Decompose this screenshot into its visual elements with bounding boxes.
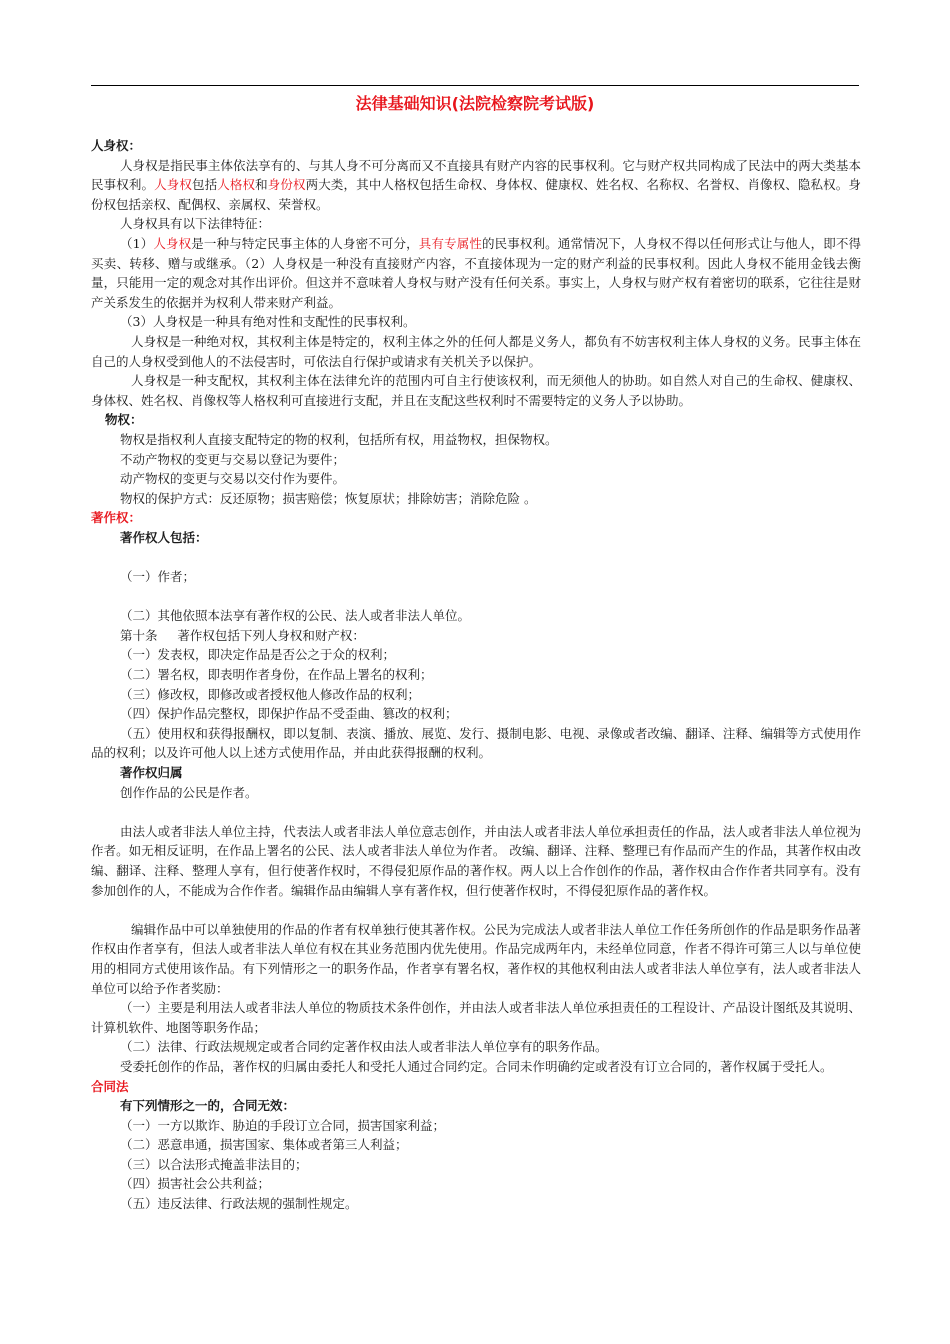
paragraph: 受委托创作的作品，著作权的归属由委托人和受托人通过合同约定。合同未作明确约定或者没有订立合同的，著作权属于受托人。 <box>120 1058 833 1074</box>
document-body <box>91 136 861 1214</box>
section-heading-property-rights: 物权： <box>105 412 143 428</box>
paragraph: 人身权是一种支配权，其权利主体在法律允许的范围内可自主行使该权利，而无须他人的协助。如自然人对自己的生命权、健康权、身体权、姓名权、肖像权等人格权利可直接进行支配，并且在支配这些权利时不需要特定的义务人予以协助。 <box>91 373 861 408</box>
document-title: 法律基础知识(法院检察院考试版) <box>355 94 595 113</box>
spacer <box>91 587 861 607</box>
spacer <box>91 900 861 920</box>
section-heading-copyright: 著作权： <box>91 510 142 526</box>
paragraph: 人身权具有以下法律特征： <box>120 216 271 232</box>
paragraph: （二）法律、行政法规规定或者合同约定著作权由法人或者非法人单位享有的职务作品。 <box>120 1039 608 1055</box>
paragraph: 编辑作品中可以单独使用的作品的作者有权单独行使其著作权。公民为完成法人或者非法人单位工作任务所创作的作品是职务作品著作权由作者享有，但法人或者非法人单位有权在其业务范围内优先使用。作品完成两年内，未经单位同意，作者不得许可第三人以与单位使用的相同方式使用该作品。有下列情形之一的职务作品，作者享有署名权，著作权的其他权利由法人或者非法人单位享有，法人或者非法人单位可以给予作者奖励： <box>91 921 861 996</box>
section-heading-personal-rights: 人身权： <box>91 138 142 153</box>
list-item: （一）作者； <box>120 569 196 585</box>
paragraph: 动产物权的变更与交易以交付作为要件。 <box>120 471 346 487</box>
list-item: （一）一方以欺诈、胁迫的手段订立合同，损害国家利益； <box>120 1117 446 1133</box>
paragraph: 不动产物权的变更与交易以登记为要件； <box>120 451 346 467</box>
subheading-contract-void: 有下列情形之一的，合同无效： <box>120 1098 296 1114</box>
paragraph: 由法人或者非法人单位主持，代表法人或者非法人单位意志创作，并由法人或者非法人单位承担责任的作品，法人或者非法人单位视为作者。如无相反证明，在作品上署名的公民、法人或者非法人单位为作者。 改编、翻译、注释、整理已有作品而产生的作品，其著作权由改编、翻译、注释、整理人享有，但行使著作权时，不得侵犯原作品的著作权。两人以上合作创作的作品，著作权由合作作者共同享有。没有参加创作的人，不能成为合作作者。编辑作品由编辑人享有著作权，但行使著作权时，不得侵犯原作品的著作权。 <box>91 823 861 898</box>
header-rule <box>91 85 859 86</box>
section-heading-contract-law: 合同法 <box>91 1078 129 1094</box>
spacer <box>91 802 861 822</box>
subheading-copyright-ownership: 著作权归属 <box>120 765 183 780</box>
paragraph: 人身权是指民事主体依法享有的、与其人身不可分离而又不直接具有财产内容的民事权利。它与财产权共同构成了民法中的两大类基本民事权利。人身权包括人格权和身份权两大类，其中人格权包括生命权、身体权、健康权、姓名权、名称权、名誉权、肖像权、隐私权。身份权包括亲权、配偶权、亲属权、荣誉权。 <box>91 157 861 212</box>
list-item: （一）发表权，即决定作品是否公之于众的权利； <box>120 647 396 663</box>
list-item: （四）保护作品完整权，即保护作品不受歪曲、篡改的权利； <box>120 706 458 722</box>
list-item: （二）恶意串通，损害国家、集体或者第三人利益； <box>120 1137 408 1153</box>
paragraph: 物权是指权利人直接支配特定的物的权利，包括所有权，用益物权，担保物权。 <box>120 431 558 447</box>
list-item: （二）其他依照本法享有著作权的公民、法人或者非法人单位。 <box>120 608 471 624</box>
paragraph: （3）人身权是一种具有绝对性和支配性的民事权利。 <box>120 314 416 330</box>
spacer <box>91 547 861 567</box>
paragraph: 物权的保护方式：反还原物；损害赔偿；恢复原状；排除妨害；消除危险 。 <box>120 490 537 506</box>
list-item: （三）修改权，即修改或者授权他人修改作品的权利； <box>120 686 421 702</box>
subheading-copyright-holders: 著作权人包括： <box>120 529 208 545</box>
article-line: 第十条 著作权包括下列人身权和财产权： <box>120 627 365 643</box>
paragraph: 人身权是一种绝对权，其权利主体是特定的，权利主体之外的任何人都是义务人，都负有不妨害权利主体人身权的义务。民事主体在自己的人身权受到他人的不法侵害时，可依法自行保护或请求有关机关予以保护。 <box>91 333 861 369</box>
list-item: （二）署名权，即表明作者身份，在作品上署名的权利； <box>120 667 433 683</box>
list-item: （四）损害社会公共利益； <box>120 1176 271 1192</box>
list-item: （三）以合法形式掩盖非法目的； <box>120 1156 308 1172</box>
list-item: （五）使用权和获得报酬权，即以复制、表演、播放、展览、发行、摄制电影、电视、录像或者改编、翻译、注释、编辑等方式使用作品的权利；以及许可他人以上述方式使用作品，并由此获得报酬的权利。 <box>91 725 861 761</box>
paragraph: （1）人身权是一种与特定民事主体的人身密不可分，具有专属性的民事权利。通常情况下，人身权不得以任何形式让与他人，即不得买卖、转移、赠与或继承。（2）人身权是一种没有直接财产内容，不直接体现为一定的财产利益的民事权利。因此人身权不能用金钱去衡量，只能用一定的观念对其作出评价。但这并不意味着人身权与财产没有任何关系。事实上，人身权与财产权有着密切的联系，它往往是财产关系发生的依据并为权利人带来财产利益。 <box>91 235 861 310</box>
paragraph: （一）主要是利用法人或者非法人单位的物质技术条件创作，并由法人或者非法人单位承担责任的工程设计、产品设计图纸及其说明、计算机软件、地图等职务作品； <box>91 1000 861 1035</box>
paragraph: 创作作品的公民是作者。 <box>120 784 258 800</box>
list-item: （五）违反法律、行政法规的强制性规定。 <box>120 1196 358 1212</box>
